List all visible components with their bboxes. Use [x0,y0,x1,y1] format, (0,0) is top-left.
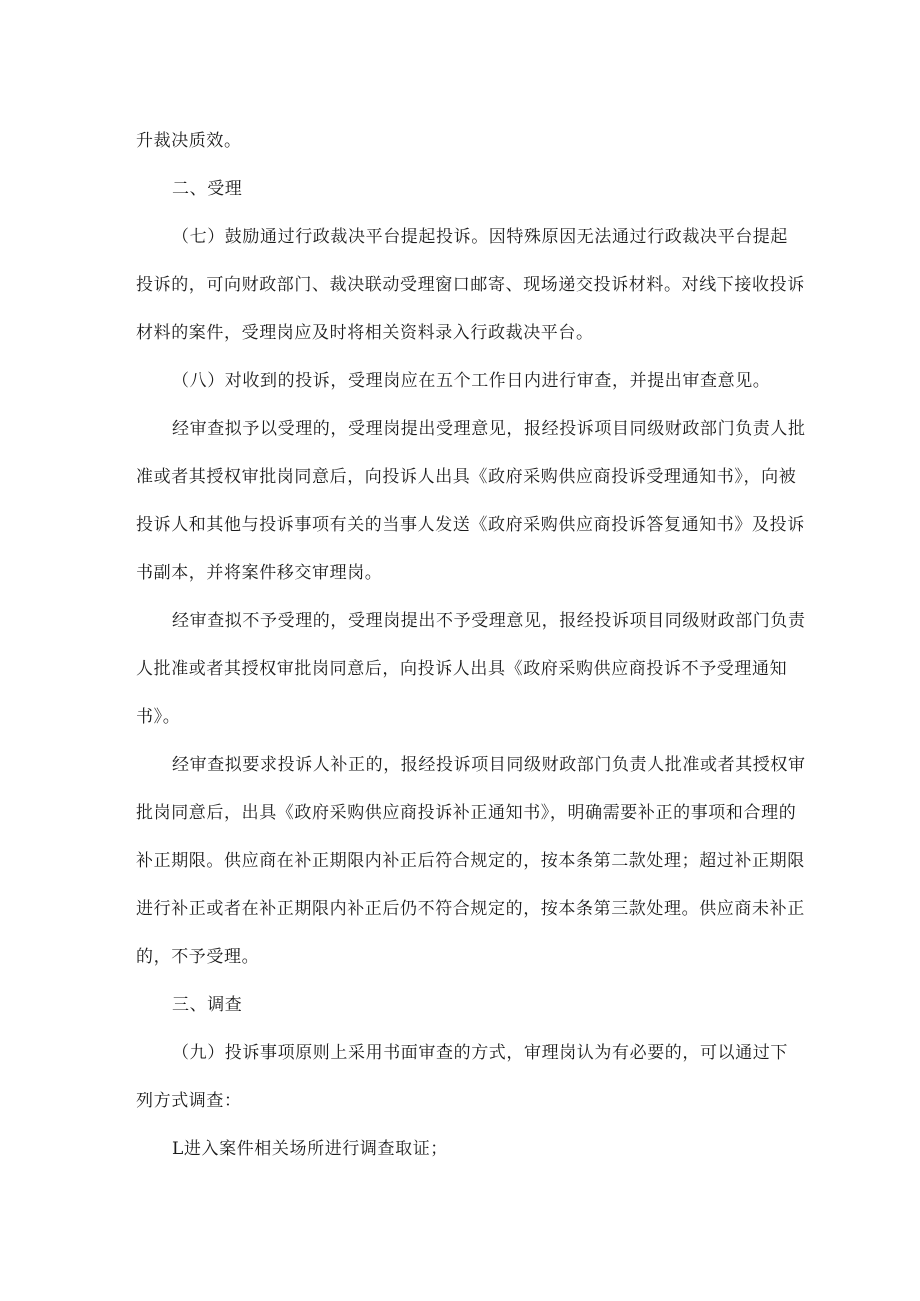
paragraph-9-line: （九）投诉事项原则上采用书面审查的方式，审理岗认为有必要的，可以通过下 [172,1043,788,1063]
paragraph-reject-line: 经审查拟不予受理的，受理岗提出不予受理意见，报经投诉项目同级财政部门负责 [172,611,806,631]
paragraph-accept-line: 书副本，并将案件移交审理岗。 [136,563,383,583]
paragraph-reject-line: 人批准或者其授权审批岗同意后，向投诉人出具《政府采购供应商投诉不予受理通知 [136,659,788,679]
paragraph-7-line: 投诉的，可向财政部门、裁决联动受理窗口邮寄、现场递交投诉材料。对线下接收投诉 [136,275,805,295]
paragraph-correction-line: 经审查拟要求投诉人补正的，报经投诉项目同级财政部门负责人批准或者其授权审 [172,755,806,775]
paragraph-reject-line: 书》。 [136,707,181,727]
paragraph-7-line: 材料的案件，受理岗应及时将相关资料录入行政裁决平台。 [136,323,594,343]
list-item-1 [136,1125,786,1173]
paragraph-correction-line: 补正期限。供应商在补正期限内补正后符合规定的，按本条第二款处理；超过补正期限 [136,851,805,871]
document-body [136,117,806,1173]
section-heading-acceptance: 二、受理 [172,179,243,199]
paragraph-7-line: （七）鼓励通过行政裁决平台提起投诉。因特殊原因无法通过行政裁决平台提起 [172,227,788,247]
paragraph-accept-line: 经审查拟予以受理的，受理岗提出受理意见，报经投诉项目同级财政部门负责人批 [172,419,806,439]
paragraph-correction-line: 进行补正或者在补正期限内补正后仍不符合规定的，按本条第三款处理。供应商未补正 [136,899,805,919]
list-item-text: 进入案件相关场所进行调查取证； [183,1139,448,1159]
paragraph-correction-line: 的，不予受理。 [136,947,260,967]
paragraph-correction-line: 批岗同意后，出具《政府采购供应商投诉补正通知书》，明确需要补正的事项和合理的 [136,803,797,823]
paragraph-accept-line: 投诉人和其他与投诉事项有关的当事人发送《政府采购供应商投诉答复通知书》及投诉 [136,515,805,535]
paragraph-8-line: （八）对收到的投诉，受理岗应在五个工作日内进行审查，并提出审查意见。 [172,371,771,391]
paragraph-accept-line: 准或者其授权审批岗同意后，向投诉人出具《政府采购供应商投诉受理通知书》，向被 [136,467,797,487]
paragraph-9-line: 列方式调查： [136,1091,242,1111]
section-heading-investigation: 三、调查 [172,995,243,1015]
list-item-marker: L [172,1139,184,1159]
text-line: 升裁决质效。 [136,131,242,151]
